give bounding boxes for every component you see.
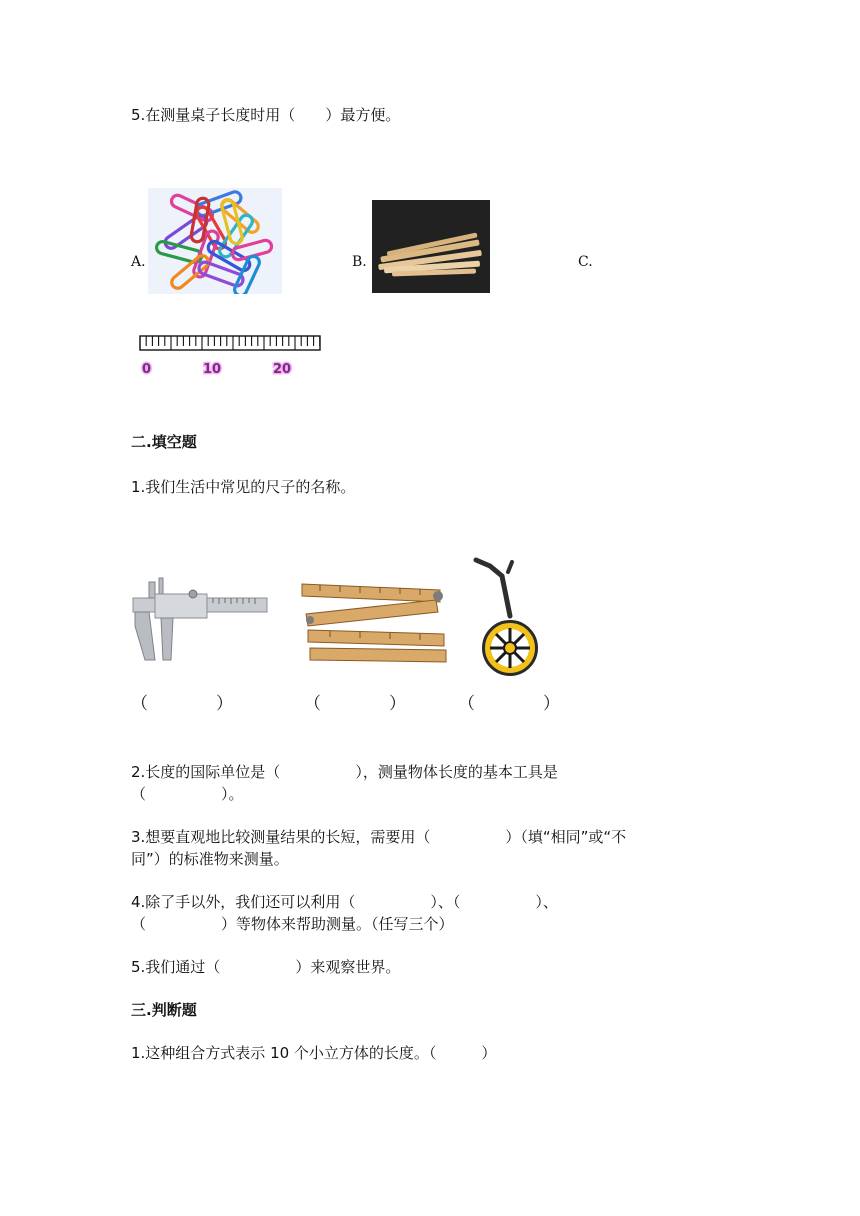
question-5-choice: 5.在测量桌子长度时用（ ）最方便。 bbox=[131, 106, 401, 124]
ruler-tick-10: 10 bbox=[203, 362, 222, 377]
paper-clips-image bbox=[148, 188, 282, 294]
wooden-sticks-image bbox=[372, 200, 490, 293]
ruler-image bbox=[136, 330, 322, 380]
section-heading-true-false: 三.判断题 bbox=[131, 1001, 197, 1019]
fill-question-2-line-1: 2.长度的国际单位是（ ），测量物体长度的基本工具是 bbox=[131, 763, 558, 781]
folding-ruler-image bbox=[300, 574, 448, 666]
ruler-tick-0: 0 bbox=[142, 362, 152, 377]
folding-ruler-answer-blank[interactable]: （ ） bbox=[304, 694, 406, 714]
fill-question-1: 1.我们生活中常见的尺子的名称。 bbox=[131, 478, 356, 496]
caliper-answer-blank[interactable]: （ ） bbox=[131, 694, 233, 714]
measuring-wheel-image bbox=[472, 556, 542, 678]
ruler-tick-20: 20 bbox=[273, 362, 292, 377]
option-a-label: A. bbox=[131, 254, 146, 270]
judge-question-1: 1.这种组合方式表示 10 个小立方体的长度。（ ） bbox=[131, 1044, 497, 1062]
fill-question-4-line-1: 4.除了手以外，我们还可以利用（ ）、（ ）、 bbox=[131, 893, 558, 911]
wheel-answer-blank[interactable]: （ ） bbox=[458, 694, 560, 714]
option-c-label: C. bbox=[578, 254, 593, 270]
fill-question-4-line-2: （ ）等物体来帮助测量。（任写三个） bbox=[131, 915, 454, 933]
fill-question-2-line-2: （ ）。 bbox=[131, 785, 244, 803]
fill-question-5: 5.我们通过（ ）来观察世界。 bbox=[131, 958, 401, 976]
vernier-caliper-image bbox=[131, 576, 271, 662]
fill-question-3-line-1: 3.想要直观地比较测量结果的长短，需要用（ ）（填“相同”或“不 bbox=[131, 828, 627, 846]
fill-question-3-line-2: 同”）的标准物来测量。 bbox=[131, 850, 289, 868]
option-b-label: B. bbox=[352, 254, 367, 270]
section-heading-fill-in: 二.填空题 bbox=[131, 433, 197, 451]
